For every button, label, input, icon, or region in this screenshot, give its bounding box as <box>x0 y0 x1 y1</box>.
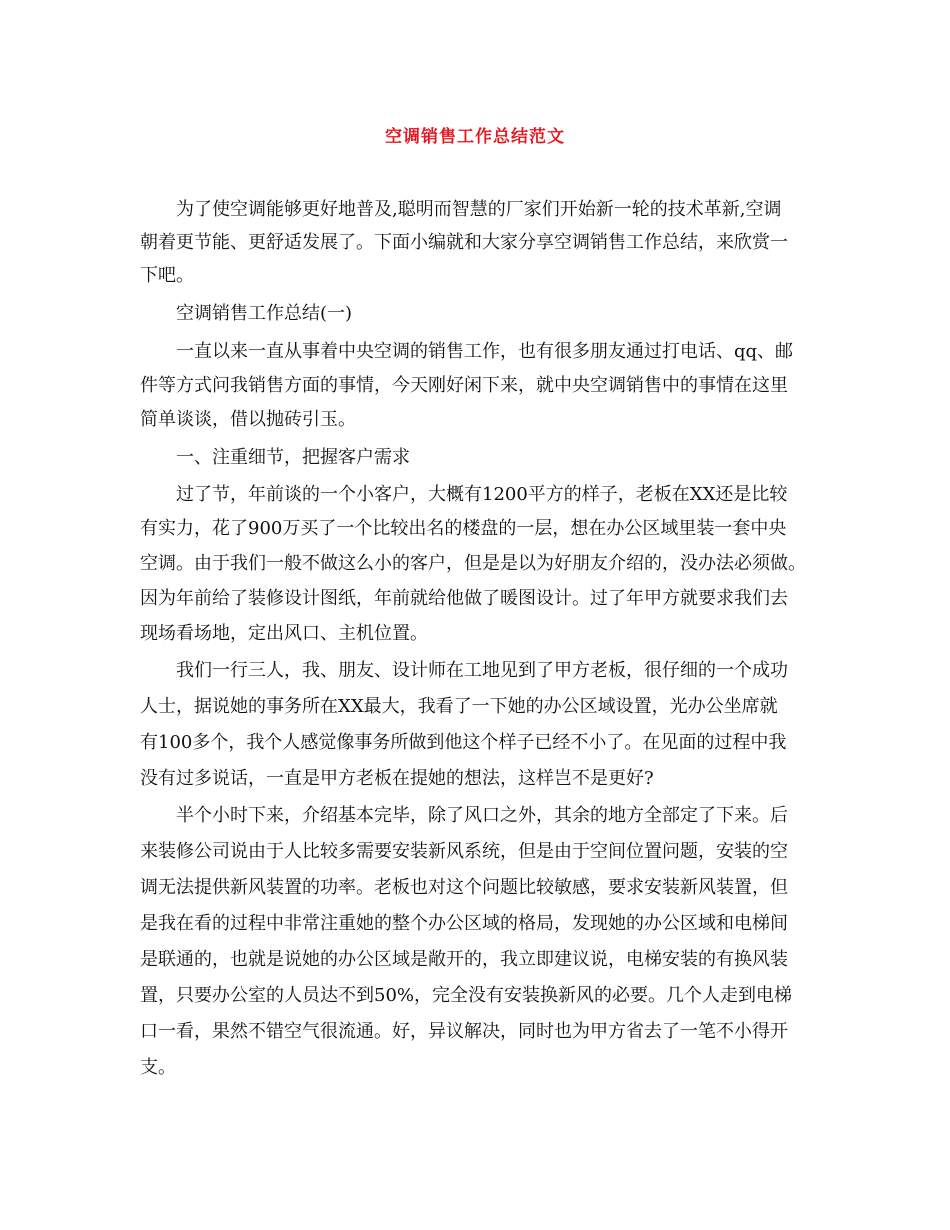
body-line: 有实力，花了900万买了一个比较出名的楼盘的一层，想在办公区域里装一套中央 <box>140 518 787 539</box>
subsection-heading: 一、注重细节，把握客户需求 <box>176 447 410 468</box>
body-line: 过了节，年前谈的一个小客户，大概有1200平方的样子，老板在XX还是比较 <box>176 484 788 505</box>
body-line: 为了使空调能够更好地普及,聪明而智慧的厂家们开始新一轮的技术革新,空调 <box>176 199 782 220</box>
body-line: 人士，据说她的事务所在XX最大，我看了一下她的办公区域设置，光办公坐席就 <box>140 696 778 717</box>
body-line: 支。 <box>140 1057 176 1078</box>
body-line: 简单谈谈，借以抛砖引玉。 <box>140 409 356 430</box>
body-line: 因为年前给了装修设计图纸，年前就给他做了暖图设计。过了年甲方就要求我们去 <box>140 588 788 609</box>
body-line: 没有过多说话，一直是甲方老板在提她的想法，这样岂不是更好? <box>140 768 654 789</box>
body-line: 来装修公司说由于人比较多需要安装新风系统，但是由于空间位置问题，安装的空 <box>140 841 788 862</box>
body-line: 是联通的，也就是说她的办公区域是敞开的，我立即建议说，电梯安装的有换风装 <box>140 949 788 970</box>
body-line: 现场看场地，定出风口、主机位置。 <box>140 623 428 644</box>
body-line: 空调。由于我们一般不做这么小的客户，但是是以为好朋友介绍的，没办法必须做。 <box>140 553 806 574</box>
section-heading: 空调销售工作总结(一) <box>176 303 353 324</box>
body-line: 调无法提供新风装置的功率。老板也对这个问题比较敏感，要求安装新风装置，但 <box>140 877 788 898</box>
body-line: 朝着更节能、更舒适发展了。下面小编就和大家分享空调销售工作总结，来欣赏一 <box>140 232 788 253</box>
body-line: 有100多个，我个人感觉像事务所做到他这个样子已经不小了。在见面的过程中我 <box>140 732 787 753</box>
body-line: 口一看，果然不错空气很流通。好，异议解决，同时也为甲方省去了一笔不小得开 <box>140 1021 788 1042</box>
body-line: 是我在看的过程中非常注重她的整个办公区域的格局，发现她的办公区域和电梯间 <box>140 913 788 934</box>
body-line: 置，只要办公室的人员达不到50%，完全没有安装换新风的必要。几个人走到电梯 <box>140 985 793 1006</box>
body-line: 半个小时下来，介绍基本完毕，除了风口之外，其余的地方全部定了下来。后 <box>176 805 788 826</box>
body-line: 下吧。 <box>140 265 194 286</box>
body-line: 件等方式问我销售方面的事情，今天刚好闲下来，就中央空调销售中的事情在这里 <box>140 375 788 396</box>
document-title: 空调销售工作总结范文 <box>385 127 565 147</box>
body-line: 我们一行三人，我、朋友、设计师在工地见到了甲方老板，很仔细的一个成功 <box>176 660 788 681</box>
body-line: 一直以来一直从事着中央空调的销售工作，也有很多朋友通过打电话、qq、邮 <box>176 341 794 362</box>
